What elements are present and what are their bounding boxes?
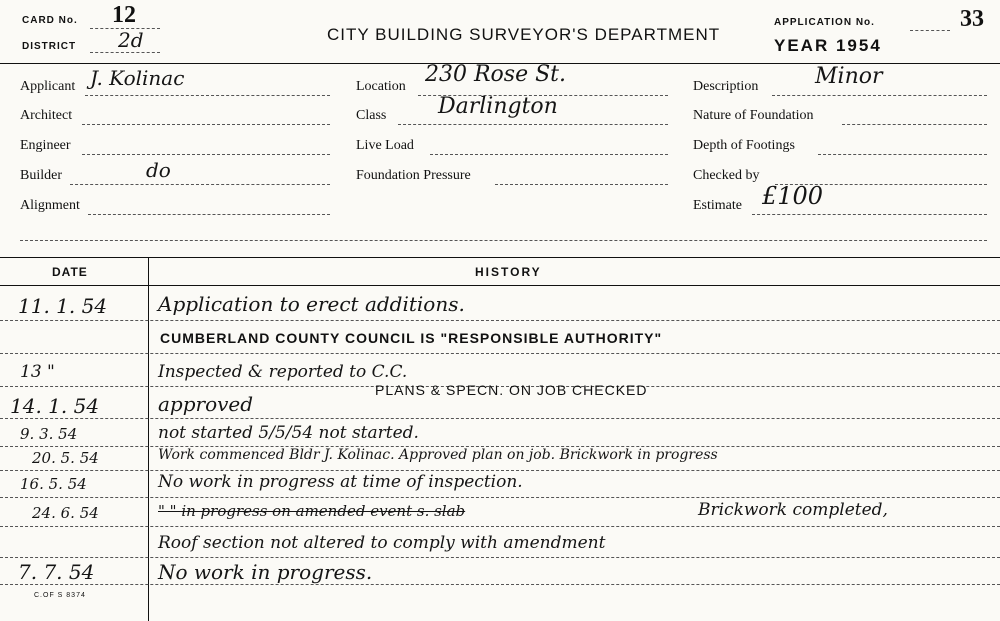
row-rule: [0, 557, 1000, 558]
row-rule: [0, 470, 1000, 471]
description-label: Description: [693, 79, 759, 94]
history-entry: not started 5/5/54 not started.: [158, 423, 419, 443]
estimate-label: Estimate: [693, 198, 742, 213]
history-entry: Application to erect additions.: [158, 292, 465, 316]
print-code: C.OF S 8374: [34, 592, 86, 599]
history-top-rule: [0, 257, 1000, 258]
foundation-pressure-line: [495, 184, 668, 185]
applicant-line: [85, 95, 330, 96]
applicant-label: Applicant: [20, 79, 76, 94]
engineer-line: [82, 154, 330, 155]
class-value: Darlington: [438, 94, 558, 119]
history-date: 16. 5. 54: [20, 475, 87, 493]
row-rule: [0, 418, 1000, 419]
history-date: 14. 1. 54: [10, 394, 100, 418]
department-title: CITY BUILDING SURVEYOR'S DEPARTMENT: [327, 25, 721, 44]
history-entry: Work commenced Bldr J. Kolinac. Approved plan on job. Brickwork in progress: [158, 447, 718, 463]
architect-label: Architect: [20, 108, 73, 123]
history-date: 11. 1. 54: [18, 294, 108, 318]
description-line: [772, 95, 987, 96]
architect-line: [82, 124, 330, 125]
history-entry: No work in progress at time of inspection.: [158, 472, 523, 492]
location-label: Location: [356, 79, 406, 94]
history-header: HISTORY: [475, 265, 542, 279]
estimate-line: [752, 214, 987, 215]
card-no-value: 12: [112, 2, 136, 28]
history-entry: No work in progress.: [158, 560, 373, 584]
history-date: 7. 7. 54: [18, 560, 95, 584]
depth-footings-label: Depth of Footings: [693, 138, 795, 153]
date-column-divider: [148, 257, 149, 621]
application-number: 33: [960, 6, 984, 32]
date-header: DATE: [52, 265, 88, 279]
history-entry-struck: " " in progress on amended event s. slab: [158, 502, 466, 520]
builder-label: Builder: [20, 168, 62, 183]
builder-line: [70, 184, 330, 185]
application-no-line: [910, 30, 950, 31]
authority-stamp: CUMBERLAND COUNTY COUNCIL IS "RESPONSIBLE AUTHORITY": [160, 330, 663, 346]
checked-by-label: Checked by: [693, 168, 760, 183]
row-rule: [0, 584, 1000, 585]
year-label: YEAR 1954: [774, 36, 882, 55]
district-value: 2d: [118, 28, 144, 52]
class-label: Class: [356, 108, 387, 123]
builder-value: do: [146, 158, 171, 182]
estimate-value: £100: [762, 182, 824, 210]
history-entry: Inspected & reported to C.C.: [158, 362, 408, 382]
row-rule: [0, 497, 1000, 498]
row-rule: [0, 526, 1000, 527]
application-no-label: APPLICATION No.: [774, 17, 875, 28]
class-line: [398, 124, 668, 125]
row-rule: [0, 353, 1000, 354]
applicant-value: J. Kolinac: [90, 66, 185, 90]
row-rule: [0, 320, 1000, 321]
history-entry: approved: [158, 392, 254, 416]
depth-footings-line: [818, 154, 987, 155]
blank-line: [20, 240, 987, 241]
live-load-line: [430, 154, 668, 155]
alignment-label: Alignment: [20, 198, 80, 213]
plans-checked-stamp: PLANS & SPECN. ON JOB CHECKED: [375, 382, 648, 398]
history-entry: Brickwork completed,: [698, 500, 888, 520]
description-value: Minor: [815, 64, 883, 89]
history-date: 20. 5. 54: [32, 449, 99, 467]
location-value: 230 Rose St.: [425, 62, 567, 87]
engineer-label: Engineer: [20, 138, 71, 153]
history-date: 13 ": [20, 362, 55, 382]
history-date: 9. 3. 54: [20, 425, 78, 443]
history-date: 24. 6. 54: [32, 504, 99, 522]
nature-foundation-line: [842, 124, 987, 125]
card-no-label: CARD No.: [22, 15, 78, 26]
history-header-rule: [0, 285, 1000, 286]
history-entry: Roof section not altered to comply with amendment: [158, 533, 606, 553]
live-load-label: Live Load: [356, 138, 414, 153]
district-label: DISTRICT: [22, 41, 77, 52]
foundation-pressure-label: Foundation Pressure: [356, 168, 471, 183]
district-line: [90, 52, 160, 53]
nature-foundation-label: Nature of Foundation: [693, 108, 814, 123]
alignment-line: [88, 214, 330, 215]
